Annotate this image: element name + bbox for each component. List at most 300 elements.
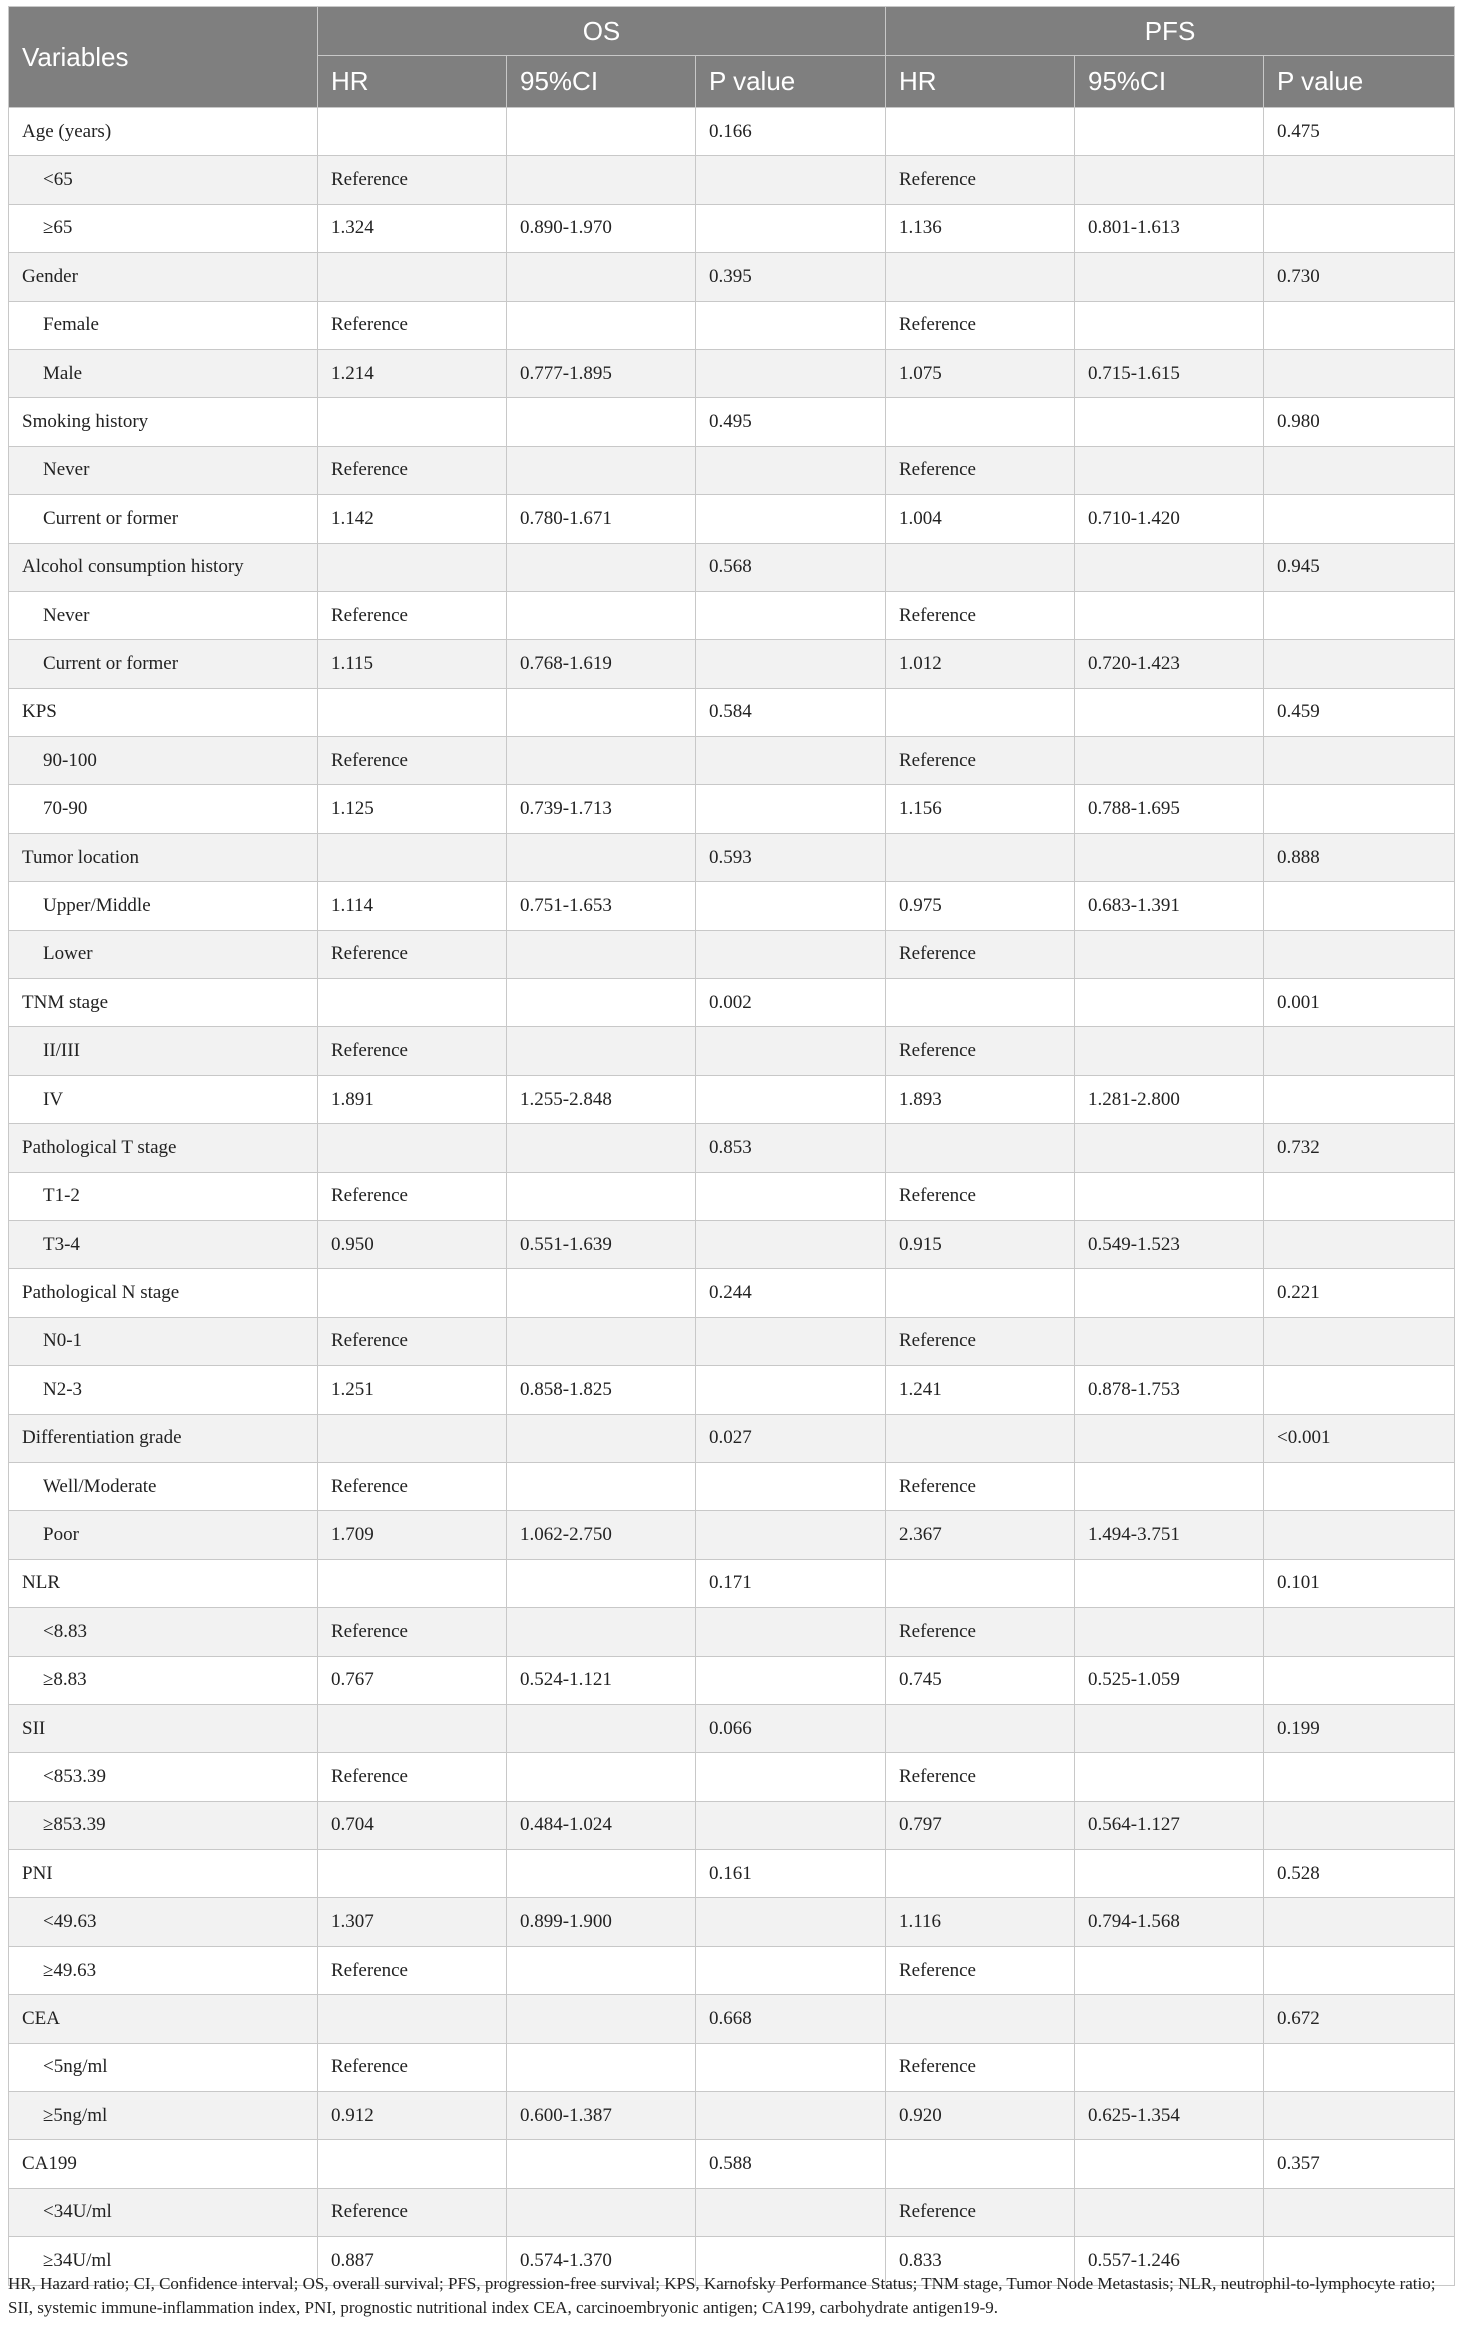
cell-pfs-hr: Reference: [886, 2043, 1075, 2091]
cell-os-ci: [507, 1462, 696, 1510]
cell-pfs-hr: [886, 833, 1075, 881]
row-label: Never: [9, 446, 318, 494]
table-row-subgroup: [9, 1511, 1455, 1559]
row-label: 70-90: [9, 785, 318, 833]
cell-pfs-p: [1264, 785, 1455, 833]
row-label: <65: [9, 156, 318, 204]
cell-os-p: [696, 1027, 886, 1075]
cell-os-ci: [507, 543, 696, 591]
cell-pfs-hr: 1.116: [886, 1898, 1075, 1946]
cell-os-ci: [507, 688, 696, 736]
table-row-variable: [9, 833, 1455, 881]
cell-pfs-hr: [886, 2140, 1075, 2188]
cell-os-p: 0.495: [696, 398, 886, 446]
cell-os-p: 0.066: [696, 1704, 886, 1752]
cell-os-hr: [318, 1124, 507, 1172]
cell-pfs-ci: [1075, 2043, 1264, 2091]
cell-os-hr: 1.125: [318, 785, 507, 833]
cell-pfs-p: <0.001: [1264, 1414, 1455, 1462]
cell-os-p: [696, 1366, 886, 1414]
table-row-variable: [9, 1414, 1455, 1462]
cell-pfs-ci: [1075, 930, 1264, 978]
row-label: Current or former: [9, 495, 318, 543]
cell-os-hr: [318, 2140, 507, 2188]
cell-pfs-hr: 1.136: [886, 204, 1075, 252]
row-label: Differentiation grade: [9, 1414, 318, 1462]
cell-os-hr: 1.709: [318, 1511, 507, 1559]
cell-os-ci: [507, 2188, 696, 2236]
row-label: Pathological T stage: [9, 1124, 318, 1172]
header-os-hr: HR: [318, 56, 507, 108]
cell-pfs-ci: 0.625-1.354: [1075, 2092, 1264, 2140]
cell-pfs-hr: Reference: [886, 1753, 1075, 1801]
header-pfs-p: P value: [1264, 56, 1455, 108]
cell-pfs-ci: [1075, 1704, 1264, 1752]
cell-pfs-hr: 2.367: [886, 1511, 1075, 1559]
cell-pfs-hr: Reference: [886, 1317, 1075, 1365]
cell-pfs-p: [1264, 2092, 1455, 2140]
cell-os-hr: [318, 253, 507, 301]
table-row-subgroup: [9, 640, 1455, 688]
cell-os-hr: Reference: [318, 1608, 507, 1656]
cell-pfs-hr: [886, 1414, 1075, 1462]
cell-pfs-ci: 0.557-1.246: [1075, 2237, 1264, 2285]
cell-os-ci: [507, 833, 696, 881]
cell-os-hr: [318, 1850, 507, 1898]
cell-os-ci: 0.484-1.024: [507, 1801, 696, 1849]
cell-os-ci: [507, 156, 696, 204]
cell-os-p: 0.395: [696, 253, 886, 301]
cell-os-hr: Reference: [318, 156, 507, 204]
cell-os-p: [696, 882, 886, 930]
cell-pfs-hr: Reference: [886, 1027, 1075, 1075]
cell-os-hr: [318, 1414, 507, 1462]
cell-pfs-hr: Reference: [886, 446, 1075, 494]
row-label: ≥65: [9, 204, 318, 252]
cell-pfs-p: [1264, 1220, 1455, 1268]
cell-os-p: [696, 591, 886, 639]
cell-os-hr: Reference: [318, 2043, 507, 2091]
cell-pfs-p: 0.199: [1264, 1704, 1455, 1752]
cell-os-p: [696, 2092, 886, 2140]
cell-pfs-ci: 0.525-1.059: [1075, 1656, 1264, 1704]
cell-os-p: [696, 737, 886, 785]
cell-pfs-ci: [1075, 591, 1264, 639]
row-label: Smoking history: [9, 398, 318, 446]
row-label: ≥34U/ml: [9, 2237, 318, 2285]
cell-os-p: [696, 156, 886, 204]
cell-os-hr: [318, 1559, 507, 1607]
row-label: Well/Moderate: [9, 1462, 318, 1510]
cell-pfs-p: [1264, 1366, 1455, 1414]
cell-os-hr: 1.114: [318, 882, 507, 930]
cell-pfs-hr: [886, 398, 1075, 446]
row-label: Age (years): [9, 108, 318, 156]
cell-pfs-hr: [886, 1269, 1075, 1317]
cell-os-hr: Reference: [318, 1027, 507, 1075]
cell-os-p: [696, 349, 886, 397]
row-label: KPS: [9, 688, 318, 736]
cell-os-ci: 1.062-2.750: [507, 1511, 696, 1559]
cell-os-ci: [507, 253, 696, 301]
table-row-subgroup: [9, 1027, 1455, 1075]
cell-pfs-hr: [886, 1124, 1075, 1172]
cell-os-hr: 1.891: [318, 1075, 507, 1123]
row-label: <34U/ml: [9, 2188, 318, 2236]
cell-pfs-hr: [886, 979, 1075, 1027]
cell-pfs-p: 0.672: [1264, 1995, 1455, 2043]
cell-os-ci: 0.780-1.671: [507, 495, 696, 543]
cell-pfs-ci: [1075, 1462, 1264, 1510]
cell-pfs-hr: Reference: [886, 1946, 1075, 1994]
table-row-subgroup: [9, 1898, 1455, 1946]
cell-os-hr: [318, 1269, 507, 1317]
row-label: NLR: [9, 1559, 318, 1607]
table-row-subgroup: [9, 204, 1455, 252]
cell-os-hr: 0.887: [318, 2237, 507, 2285]
cell-os-ci: [507, 1704, 696, 1752]
table-row-variable: [9, 1850, 1455, 1898]
cell-pfs-ci: [1075, 1608, 1264, 1656]
row-label: N0-1: [9, 1317, 318, 1365]
cell-pfs-ci: 1.494-3.751: [1075, 1511, 1264, 1559]
row-label: Alcohol consumption history: [9, 543, 318, 591]
cell-pfs-hr: 1.004: [886, 495, 1075, 543]
header-group-pfs: PFS: [886, 7, 1455, 56]
cell-os-p: 0.568: [696, 543, 886, 591]
cell-pfs-p: [1264, 1317, 1455, 1365]
cell-os-ci: [507, 1414, 696, 1462]
cell-pfs-hr: 1.156: [886, 785, 1075, 833]
cell-pfs-ci: 0.564-1.127: [1075, 1801, 1264, 1849]
table-footnote: HR, Hazard ratio; CI, Confidence interval; OS, overall survival; PFS, progression-free survival; KPS, Karnofsky Performance Status; TNM stage, Tumor Node Metastasis; NLR, neutrophil-to-lymphocyte ratio; SII, systemic immune-inflammation index, PNI, prognostic nutritional index CEA, carcinoembryonic antigen; CA199, carbohydrate antigen19-9.: [8, 2274, 1436, 2317]
cell-os-ci: [507, 1269, 696, 1317]
cell-os-p: 0.588: [696, 2140, 886, 2188]
cell-os-p: 0.002: [696, 979, 886, 1027]
cell-pfs-ci: 0.794-1.568: [1075, 1898, 1264, 1946]
cell-pfs-ci: [1075, 1559, 1264, 1607]
cell-pfs-hr: 0.975: [886, 882, 1075, 930]
cell-pfs-ci: 0.549-1.523: [1075, 1220, 1264, 1268]
cell-pfs-p: [1264, 591, 1455, 639]
table-row-subgroup: [9, 1172, 1455, 1220]
cell-os-ci: [507, 1946, 696, 1994]
header-group-os: OS: [318, 7, 886, 56]
cox-regression-table: [8, 6, 1455, 2286]
cell-pfs-p: [1264, 640, 1455, 688]
cell-os-ci: 0.574-1.370: [507, 2237, 696, 2285]
cell-os-ci: [507, 1608, 696, 1656]
cell-os-p: 0.027: [696, 1414, 886, 1462]
cell-os-p: 0.161: [696, 1850, 886, 1898]
row-label: Never: [9, 591, 318, 639]
cell-pfs-hr: 1.012: [886, 640, 1075, 688]
cell-os-ci: 0.890-1.970: [507, 204, 696, 252]
cell-pfs-hr: Reference: [886, 591, 1075, 639]
cell-pfs-hr: 1.241: [886, 1366, 1075, 1414]
table-row-variable: [9, 253, 1455, 301]
cell-pfs-p: [1264, 1608, 1455, 1656]
header-variables: Variables: [9, 7, 318, 108]
cell-os-p: [696, 446, 886, 494]
cell-pfs-hr: 0.833: [886, 2237, 1075, 2285]
cell-pfs-hr: 0.915: [886, 1220, 1075, 1268]
cell-os-hr: [318, 979, 507, 1027]
cell-os-p: [696, 1801, 886, 1849]
header-os-ci: 95%CI: [507, 56, 696, 108]
row-label: T3-4: [9, 1220, 318, 1268]
cell-os-p: [696, 301, 886, 349]
row-label: Gender: [9, 253, 318, 301]
cell-os-hr: 1.251: [318, 1366, 507, 1414]
row-label: Female: [9, 301, 318, 349]
cell-os-p: [696, 495, 886, 543]
cell-os-ci: [507, 1995, 696, 2043]
cell-pfs-ci: [1075, 2140, 1264, 2188]
header-pfs-hr: HR: [886, 56, 1075, 108]
cell-os-p: [696, 1172, 886, 1220]
cell-pfs-p: [1264, 1462, 1455, 1510]
cell-os-hr: Reference: [318, 1317, 507, 1365]
table-row-variable: [9, 1704, 1455, 1752]
row-label: II/III: [9, 1027, 318, 1075]
row-label: N2-3: [9, 1366, 318, 1414]
cell-pfs-p: 0.475: [1264, 108, 1455, 156]
cell-pfs-p: [1264, 495, 1455, 543]
row-label: Pathological N stage: [9, 1269, 318, 1317]
cell-pfs-ci: [1075, 156, 1264, 204]
cell-pfs-p: [1264, 2043, 1455, 2091]
cell-os-hr: Reference: [318, 1946, 507, 1994]
header-pfs-ci: 95%CI: [1075, 56, 1264, 108]
cell-pfs-hr: 1.893: [886, 1075, 1075, 1123]
cell-pfs-hr: 0.920: [886, 2092, 1075, 2140]
cell-os-ci: [507, 979, 696, 1027]
cell-os-p: 0.584: [696, 688, 886, 736]
cell-os-hr: [318, 398, 507, 446]
cell-pfs-ci: [1075, 688, 1264, 736]
cell-pfs-hr: [886, 1704, 1075, 1752]
cell-pfs-p: [1264, 446, 1455, 494]
cell-os-hr: 0.767: [318, 1656, 507, 1704]
cell-pfs-ci: 0.878-1.753: [1075, 1366, 1264, 1414]
table-row-variable: [9, 108, 1455, 156]
cell-pfs-p: [1264, 1511, 1455, 1559]
cell-os-hr: [318, 1995, 507, 2043]
row-label: <5ng/ml: [9, 2043, 318, 2091]
cell-pfs-p: 0.221: [1264, 1269, 1455, 1317]
cell-os-ci: [507, 1850, 696, 1898]
cell-os-p: [696, 1317, 886, 1365]
cell-os-hr: Reference: [318, 930, 507, 978]
cell-os-ci: [507, 930, 696, 978]
cell-os-p: [696, 2043, 886, 2091]
cell-os-p: [696, 2188, 886, 2236]
cell-pfs-ci: 0.720-1.423: [1075, 640, 1264, 688]
cell-pfs-p: [1264, 1172, 1455, 1220]
table-row-subgroup: [9, 1801, 1455, 1849]
row-label: <853.39: [9, 1753, 318, 1801]
cell-pfs-hr: Reference: [886, 1172, 1075, 1220]
cell-os-ci: 0.777-1.895: [507, 349, 696, 397]
table-row-subgroup: [9, 156, 1455, 204]
cell-os-hr: [318, 108, 507, 156]
cell-pfs-p: 0.945: [1264, 543, 1455, 591]
cell-os-p: [696, 1898, 886, 1946]
cell-os-p: 0.853: [696, 1124, 886, 1172]
cell-os-p: [696, 1462, 886, 1510]
cell-pfs-p: [1264, 1898, 1455, 1946]
cell-os-hr: 1.115: [318, 640, 507, 688]
cell-os-ci: [507, 2140, 696, 2188]
cell-pfs-p: [1264, 204, 1455, 252]
cell-os-hr: Reference: [318, 1753, 507, 1801]
table-row-subgroup: [9, 446, 1455, 494]
cell-pfs-p: 0.101: [1264, 1559, 1455, 1607]
cell-os-hr: Reference: [318, 737, 507, 785]
cell-os-hr: 1.214: [318, 349, 507, 397]
table-row-variable: [9, 1124, 1455, 1172]
table-row-subgroup: [9, 1946, 1455, 1994]
cell-pfs-p: [1264, 1753, 1455, 1801]
table-row-subgroup: [9, 349, 1455, 397]
row-label: Current or former: [9, 640, 318, 688]
row-label: CEA: [9, 1995, 318, 2043]
table-row-subgroup: [9, 1220, 1455, 1268]
table-row-subgroup: [9, 2092, 1455, 2140]
cell-os-ci: [507, 737, 696, 785]
cell-os-ci: 0.524-1.121: [507, 1656, 696, 1704]
cell-pfs-hr: Reference: [886, 737, 1075, 785]
cell-os-ci: 1.255-2.848: [507, 1075, 696, 1123]
cell-os-hr: Reference: [318, 446, 507, 494]
cell-os-hr: Reference: [318, 1462, 507, 1510]
cell-os-ci: [507, 301, 696, 349]
cell-os-hr: [318, 543, 507, 591]
cell-pfs-ci: [1075, 1317, 1264, 1365]
cell-pfs-ci: [1075, 543, 1264, 591]
header-os-p: P value: [696, 56, 886, 108]
cell-pfs-p: 0.980: [1264, 398, 1455, 446]
cell-pfs-p: 0.730: [1264, 253, 1455, 301]
cell-os-ci: [507, 1317, 696, 1365]
cell-pfs-ci: [1075, 253, 1264, 301]
cell-os-ci: 0.751-1.653: [507, 882, 696, 930]
table-row-variable: [9, 398, 1455, 446]
table-row-subgroup: [9, 930, 1455, 978]
table-row-variable: [9, 688, 1455, 736]
cell-os-ci: 0.858-1.825: [507, 1366, 696, 1414]
cell-os-p: [696, 1511, 886, 1559]
row-label: CA199: [9, 2140, 318, 2188]
table-row-subgroup: [9, 1366, 1455, 1414]
row-label: ≥8.83: [9, 1656, 318, 1704]
cell-pfs-p: [1264, 2188, 1455, 2236]
table-row-subgroup: [9, 785, 1455, 833]
cell-pfs-ci: 1.281-2.800: [1075, 1075, 1264, 1123]
cell-os-p: [696, 930, 886, 978]
cell-pfs-p: 0.888: [1264, 833, 1455, 881]
row-label: T1-2: [9, 1172, 318, 1220]
cell-pfs-p: 0.357: [1264, 2140, 1455, 2188]
cell-os-p: [696, 1656, 886, 1704]
cell-pfs-hr: 0.797: [886, 1801, 1075, 1849]
cell-pfs-hr: Reference: [886, 301, 1075, 349]
cell-pfs-ci: [1075, 108, 1264, 156]
table-row-variable: [9, 2140, 1455, 2188]
table-body: [9, 108, 1455, 2286]
cell-pfs-hr: Reference: [886, 930, 1075, 978]
cell-os-p: [696, 1753, 886, 1801]
cell-pfs-p: 0.528: [1264, 1850, 1455, 1898]
table-row-variable: [9, 1559, 1455, 1607]
cell-pfs-hr: [886, 253, 1075, 301]
cell-os-p: [696, 1220, 886, 1268]
table-row-subgroup: [9, 1608, 1455, 1656]
row-label: <49.63: [9, 1898, 318, 1946]
cell-pfs-ci: 0.710-1.420: [1075, 495, 1264, 543]
cell-os-p: 0.593: [696, 833, 886, 881]
cell-pfs-hr: [886, 108, 1075, 156]
cell-pfs-p: [1264, 1946, 1455, 1994]
cell-os-hr: 0.950: [318, 1220, 507, 1268]
row-label: Male: [9, 349, 318, 397]
table-row-variable: [9, 543, 1455, 591]
cell-pfs-ci: 0.801-1.613: [1075, 204, 1264, 252]
cell-os-hr: 0.912: [318, 2092, 507, 2140]
cell-os-ci: [507, 446, 696, 494]
cell-os-p: [696, 1075, 886, 1123]
table-row-subgroup: [9, 1753, 1455, 1801]
cell-os-hr: Reference: [318, 2188, 507, 2236]
cell-pfs-p: 0.459: [1264, 688, 1455, 736]
cell-os-hr: 1.324: [318, 204, 507, 252]
cell-pfs-p: [1264, 1027, 1455, 1075]
table-row-subgroup: [9, 882, 1455, 930]
cell-pfs-p: [1264, 737, 1455, 785]
table-row-subgroup: [9, 591, 1455, 639]
cell-os-hr: 1.307: [318, 1898, 507, 1946]
cell-os-ci: [507, 1027, 696, 1075]
cell-os-ci: 0.600-1.387: [507, 2092, 696, 2140]
table-row-variable: [9, 1269, 1455, 1317]
cell-os-p: [696, 1946, 886, 1994]
cell-os-hr: Reference: [318, 301, 507, 349]
row-label: Tumor location: [9, 833, 318, 881]
cell-pfs-ci: [1075, 833, 1264, 881]
row-label: ≥853.39: [9, 1801, 318, 1849]
table-row-subgroup: [9, 1656, 1455, 1704]
cell-os-ci: [507, 1172, 696, 1220]
cell-pfs-hr: Reference: [886, 156, 1075, 204]
cell-os-ci: 0.899-1.900: [507, 1898, 696, 1946]
table-row-subgroup: [9, 1075, 1455, 1123]
cell-pfs-hr: Reference: [886, 1608, 1075, 1656]
row-label: 90-100: [9, 737, 318, 785]
cell-os-ci: [507, 2043, 696, 2091]
cell-pfs-p: [1264, 1801, 1455, 1849]
cell-pfs-hr: Reference: [886, 1462, 1075, 1510]
row-label: <8.83: [9, 1608, 318, 1656]
cell-os-p: 0.166: [696, 108, 886, 156]
row-label: ≥5ng/ml: [9, 2092, 318, 2140]
cell-pfs-hr: 0.745: [886, 1656, 1075, 1704]
cell-pfs-ci: 0.788-1.695: [1075, 785, 1264, 833]
cell-pfs-p: [1264, 882, 1455, 930]
cell-pfs-p: 0.732: [1264, 1124, 1455, 1172]
row-label: Poor: [9, 1511, 318, 1559]
cell-os-ci: [507, 108, 696, 156]
